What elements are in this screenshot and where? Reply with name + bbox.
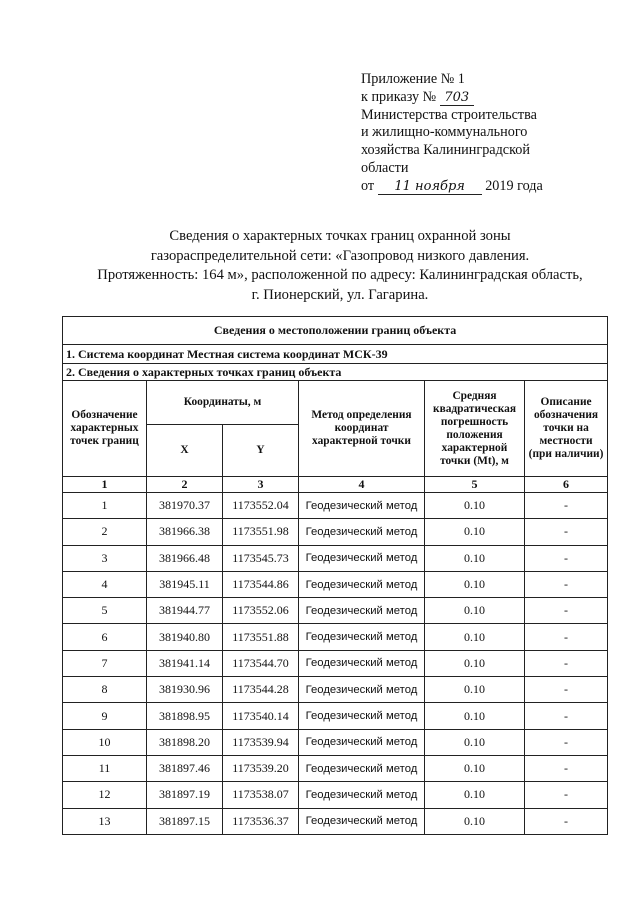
date-handwritten: 11 ноября — [378, 180, 482, 195]
coord-y-cell: 1173536.37 — [223, 808, 299, 834]
table-row — [63, 755, 608, 781]
title-line-2: газораспределительной сети: «Газопровод низкого давления. — [150, 247, 530, 264]
coord-x-cell: 381966.38 — [147, 519, 223, 545]
title-line-4: г. Пионерский, ул. Гагарина. — [251, 286, 429, 303]
point-number-cell: 11 — [63, 755, 147, 781]
table-row — [63, 624, 608, 650]
coord-y-cell: 1173544.86 — [223, 571, 299, 597]
coord-y-cell: 1173552.06 — [223, 598, 299, 624]
table-row — [63, 598, 608, 624]
description-cell: - — [525, 755, 608, 781]
error-mt-cell: 0.10 — [425, 703, 525, 729]
error-mt-cell: 0.10 — [425, 571, 525, 597]
title-line-3: Протяженность: 164 м», расположенной по адресу: Калининградская область, — [97, 267, 583, 284]
point-number-cell: 10 — [63, 729, 147, 755]
description-cell: - — [525, 624, 608, 650]
column-number: 2 — [147, 477, 223, 493]
point-number-cell: 9 — [63, 703, 147, 729]
coord-y-cell: 1173551.98 — [223, 519, 299, 545]
table-row — [63, 545, 608, 571]
error-mt-cell: 0.10 — [425, 545, 525, 571]
coord-y-cell: 1173552.04 — [223, 493, 299, 519]
point-number-cell: 2 — [63, 519, 147, 545]
method-cell: Геодезический метод — [299, 755, 425, 781]
boundary-points-table — [62, 316, 608, 835]
title-line-1: Сведения о характерных точках границ охранной зоны — [169, 228, 511, 244]
error-mt-cell: 0.10 — [425, 808, 525, 834]
point-number-cell: 4 — [63, 571, 147, 597]
ministry-line-2: и жилищно-коммунального — [361, 124, 528, 141]
method-cell: Геодезический метод — [299, 650, 425, 676]
order-number-handwritten: 703 — [440, 91, 474, 106]
error-mt-cell: 0.10 — [425, 519, 525, 545]
table-row — [63, 493, 608, 519]
order-prefix: к приказу № — [361, 88, 437, 105]
method-cell: Геодезический метод — [299, 545, 425, 571]
method-cell: Геодезический метод — [299, 571, 425, 597]
method-cell: Геодезический метод — [299, 598, 425, 624]
description-cell: - — [525, 545, 608, 571]
coord-x-cell: 381898.95 — [147, 703, 223, 729]
method-cell: Геодезический метод — [299, 519, 425, 545]
description-cell: - — [525, 650, 608, 676]
method-cell: Геодезический метод — [299, 703, 425, 729]
coord-y-cell: 1173544.28 — [223, 677, 299, 703]
coord-x-cell: 381897.15 — [147, 808, 223, 834]
description-cell: - — [525, 571, 608, 597]
point-number-cell: 5 — [63, 598, 147, 624]
table-row — [63, 571, 608, 597]
coord-x-cell: 381944.77 — [147, 598, 223, 624]
coord-y-cell: 1173551.88 — [223, 624, 299, 650]
error-mt-cell: 0.10 — [425, 650, 525, 676]
description-cell: - — [525, 703, 608, 729]
coord-y-cell: 1173538.07 — [223, 782, 299, 808]
description-cell: - — [525, 493, 608, 519]
method-cell: Геодезический метод — [299, 677, 425, 703]
description-cell: - — [525, 677, 608, 703]
description-cell: - — [525, 519, 608, 545]
error-mt-cell: 0.10 — [425, 624, 525, 650]
coord-y-cell: 1173539.20 — [223, 755, 299, 781]
column-numbers-row — [63, 477, 608, 493]
header-coordinates: Координаты, м — [147, 381, 299, 425]
appendix-title: Приложение № 1 — [361, 71, 465, 87]
coordinate-system: 1. Система координат Местная система координат МСК-39 — [63, 345, 608, 364]
description-cell: - — [525, 782, 608, 808]
point-number-cell: 1 — [63, 493, 147, 519]
header-point-designation: Обозначение характерных точек границ — [63, 381, 147, 477]
coord-y-cell: 1173544.70 — [223, 650, 299, 676]
description-cell: - — [525, 729, 608, 755]
table-row — [63, 519, 608, 545]
table-caption: Сведения о местоположении границ объекта — [63, 317, 608, 345]
points-section-title: 2. Сведения о характерных точках границ объекта — [63, 364, 608, 381]
table-row — [63, 808, 608, 834]
coord-x-cell: 381930.96 — [147, 677, 223, 703]
ministry-line-4: области — [361, 159, 409, 176]
method-cell: Геодезический метод — [299, 624, 425, 650]
date-suffix: 2019 года — [485, 177, 543, 194]
error-mt-cell: 0.10 — [425, 598, 525, 624]
method-cell: Геодезический метод — [299, 729, 425, 755]
header-x: X — [147, 425, 223, 477]
point-number-cell: 8 — [63, 677, 147, 703]
coord-x-cell: 381897.19 — [147, 782, 223, 808]
order-line — [361, 89, 621, 107]
point-number-cell: 6 — [63, 624, 147, 650]
header-method: Метод определения координат характерной точки — [299, 381, 425, 477]
table-row — [63, 677, 608, 703]
error-mt-cell: 0.10 — [425, 755, 525, 781]
ministry-line-1: Министерства строительства — [361, 106, 537, 123]
method-cell: Геодезический метод — [299, 782, 425, 808]
method-cell: Геодезический метод — [299, 808, 425, 834]
point-number-cell: 7 — [63, 650, 147, 676]
coord-y-cell: 1173540.14 — [223, 703, 299, 729]
table-row — [63, 650, 608, 676]
date-line — [361, 178, 621, 196]
coord-y-cell: 1173545.73 — [223, 545, 299, 571]
point-number-cell: 3 — [63, 545, 147, 571]
error-mt-cell: 0.10 — [425, 493, 525, 519]
coord-x-cell: 381897.46 — [147, 755, 223, 781]
header-description: Описание обозначения точки на местности (при наличии) — [525, 381, 608, 477]
error-mt-cell: 0.10 — [425, 677, 525, 703]
appendix-block — [361, 71, 621, 196]
ministry-line-3: хозяйства Калининградской — [361, 142, 530, 159]
error-mt-cell: 0.10 — [425, 782, 525, 808]
method-cell: Геодезический метод — [299, 493, 425, 519]
coord-x-cell: 381898.20 — [147, 729, 223, 755]
column-number: 4 — [299, 477, 425, 493]
description-cell: - — [525, 598, 608, 624]
column-number: 1 — [63, 477, 147, 493]
coord-x-cell: 381940.80 — [147, 624, 223, 650]
column-number: 3 — [223, 477, 299, 493]
coord-y-cell: 1173539.94 — [223, 729, 299, 755]
coord-x-cell: 381970.37 — [147, 493, 223, 519]
column-number: 5 — [425, 477, 525, 493]
header-y: Y — [223, 425, 299, 477]
coord-x-cell: 381941.14 — [147, 650, 223, 676]
point-number-cell: 12 — [63, 782, 147, 808]
coord-x-cell: 381966.48 — [147, 545, 223, 571]
document-title — [40, 227, 640, 305]
header-error: Средняя квадратическая погрешность положения характерной точки (Mt), м — [425, 381, 525, 477]
table-row — [63, 729, 608, 755]
column-number: 6 — [525, 477, 608, 493]
coord-x-cell: 381945.11 — [147, 571, 223, 597]
date-prefix: от — [361, 177, 375, 194]
point-number-cell: 13 — [63, 808, 147, 834]
description-cell: - — [525, 808, 608, 834]
table-row — [63, 703, 608, 729]
table-row — [63, 782, 608, 808]
error-mt-cell: 0.10 — [425, 729, 525, 755]
